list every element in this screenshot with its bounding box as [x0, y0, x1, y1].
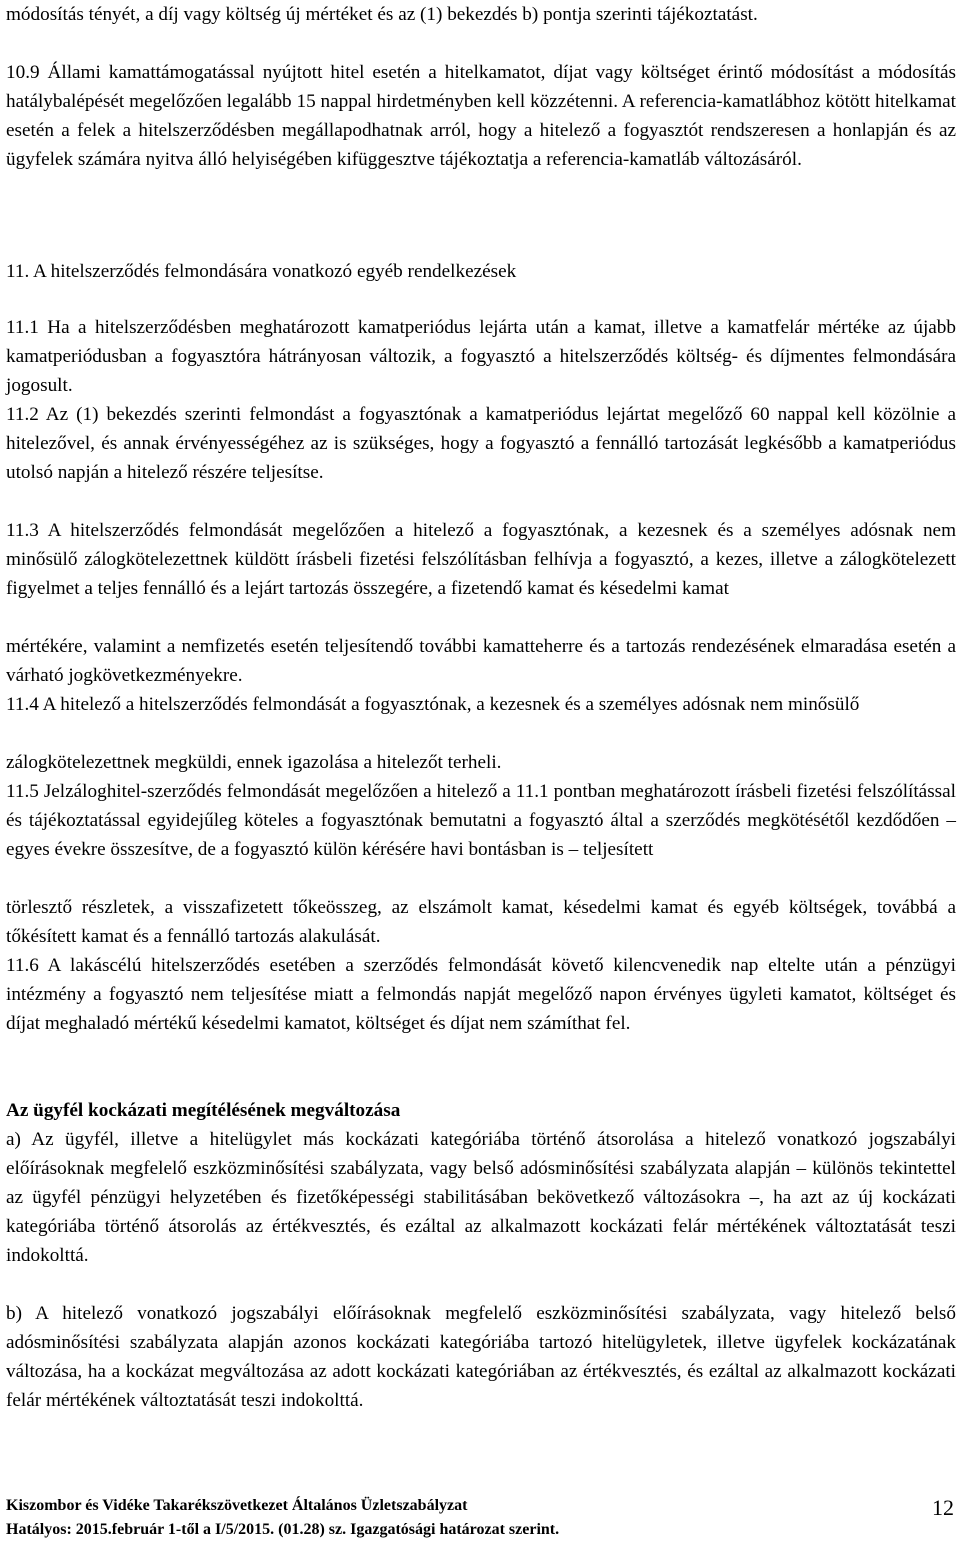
section-heading: Az ügyfél kockázati megítélésének megváltozása	[6, 1100, 401, 1121]
paragraph-10-8-tail: módosítás tényét, a díj vagy költség új mértéket és az (1) bekezdés b) pontja szerinti tájékoztatást.	[6, 4, 758, 25]
paragraph-11-3-continued: mértékére, valamint a nemfizetés esetén teljesítendő további kamatteherre és a tartozás rendezésének elmaradása esetén a várható jogkövetkezményekre.	[6, 636, 956, 687]
paragraph-11-1: 11.1 Ha a hitelszerződésben meghatározott kamatperiódus lejárta után a kamat, illetve a kamatfelár mértéke az újabb kamatperiódusban a fogyasztóra hátrányosan változik, a fogyasztó a hitelszerződés költség- és díjmentes felmondására jogosult.	[6, 317, 956, 397]
paragraph-11-4: 11.4 A hitelező a hitelszerződés felmondását a fogyasztónak, a kezesnek és a személyes adósnak nem minősülő	[6, 694, 860, 715]
section-paragraph-b: b) A hitelező vonatkozó jogszabályi előírásoknak megfelelő eszközminősítési szabályzata, vagy hitelező belső adósminősítési szabályzata alapján azonos kockázati kategóriába tartozó hitelügyletek, illetve ügyfelek kockázatának változása, ha a kockázat megváltozása az adott kockázati kategóriában az értékvesztés, és ezáltal az alkalmazott kockázati felár mértékének változtatását teszi indokolttá.	[6, 1303, 956, 1412]
footer-institution: Kiszombor és Vidéke Takarékszövetkezet Általános Üzletszabályzat	[6, 1497, 468, 1514]
page-number: 12	[932, 1495, 954, 1520]
paragraph-11-4-continued: zálogkötelezettnek megküldi, ennek igazolása a hitelezőt terheli.	[6, 752, 502, 773]
footer-effective-date: Hatályos: 2015.február 1-től a I/5/2015. (01.28) sz. Igazgatósági határozat szerint.	[6, 1521, 560, 1538]
page-footer	[6, 1494, 956, 1542]
section-paragraph-a: a) Az ügyfél, illetve a hitelügylet más kockázati kategóriába történő átsorolása a hitelező vonatkozó jogszabályi előírásoknak megfelelő eszközminősítési szabályzata, vagy belső adósminősítési szabályzata alapján – különös tekintettel az ügyfél pénzügyi helyzetében és fizetőképességi stabilitásában bekövetkező változásokra –, ha azt az új kockázati kategóriába történő átsorolás az értékvesztés, és ezáltal az alkalmazott kockázati felár mértékének változtatását teszi indokolttá.	[6, 1129, 956, 1267]
paragraph-11-5: 11.5 Jelzáloghitel-szerződés felmondását megelőzően a hitelező a 11.1 pontban meghatározott írásbeli fizetési felszólítással és tájékoztatással egyidejűleg köteles a fogyasztónak bemutatni a fogyasztó által a szerződés megkötésétől kezdődően – egyes évekre összesítve, de a fogyasztó külön kérésére havi bontásban is – teljesített	[6, 781, 956, 861]
paragraph-11-6: 11.6 A lakáscélú hitelszerződés esetében a szerződés felmondását követő kilencvenedik nap eltelte után a pénzügyi intézmény a fogyasztó nem teljesítése miatt a felmondás napját megelőző napon érvényes ügyleti kamatot, költséget és díjat meghaladó mértékű késedelmi kamatot, költséget és díjat nem számíthat fel.	[6, 955, 956, 1035]
paragraph-10-9: 10.9 Állami kamattámogatással nyújtott hitel esetén a hitelkamatot, díjat vagy költséget érintő módosítást a módosítás hatálybalépését megelőzően legalább 15 nappal hirdetményben kell közzétenni. A referencia-kamatlábhoz kötött hitelkamat esetén a felek a hitelszerződésben megállapodhatnak arról, hogy a hitelező a fogyasztót rendszeresen a honlapján és az ügyfelek számára nyitva álló helyiségében kifüggesztve tájékoztatja a referencia-kamatláb változásáról.	[6, 62, 956, 171]
paragraph-11-3: 11.3 A hitelszerződés felmondását megelőzően a hitelező a fogyasztónak, a kezesnek és a személyes adósnak nem minősülő zálogkötelezettnek küldött írásbeli fizetési felszólításban felhívja a fogyasztó, a kezes, illetve a zálogkötelezett figyelmet a teljes fennálló és a lejárt tartozás összegére, a fizetendő kamat és késedelmi kamat	[6, 520, 956, 600]
paragraph-11-5-continued: törlesztő részletek, a visszafizetett tőkeösszeg, az elszámolt kamat, késedelmi kamat és egyéb költségek, továbbá a tőkésített kamat és a fennálló tartozás alakulását.	[6, 897, 956, 948]
paragraph-11-2: 11.2 Az (1) bekezdés szerinti felmondást a fogyasztónak a kamatperiódus lejártat megelőző 60 nappal kell közölnie a hitelezővel, és annak érvényességéhez az is szükséges, hogy a fogyasztó a fennálló tartozását legkésőbb a kamatperiódus utolsó napján a hitelező részére teljesítse.	[6, 404, 956, 484]
section-11-title: 11. A hitelszerződés felmondására vonatkozó egyéb rendelkezések	[6, 261, 517, 282]
